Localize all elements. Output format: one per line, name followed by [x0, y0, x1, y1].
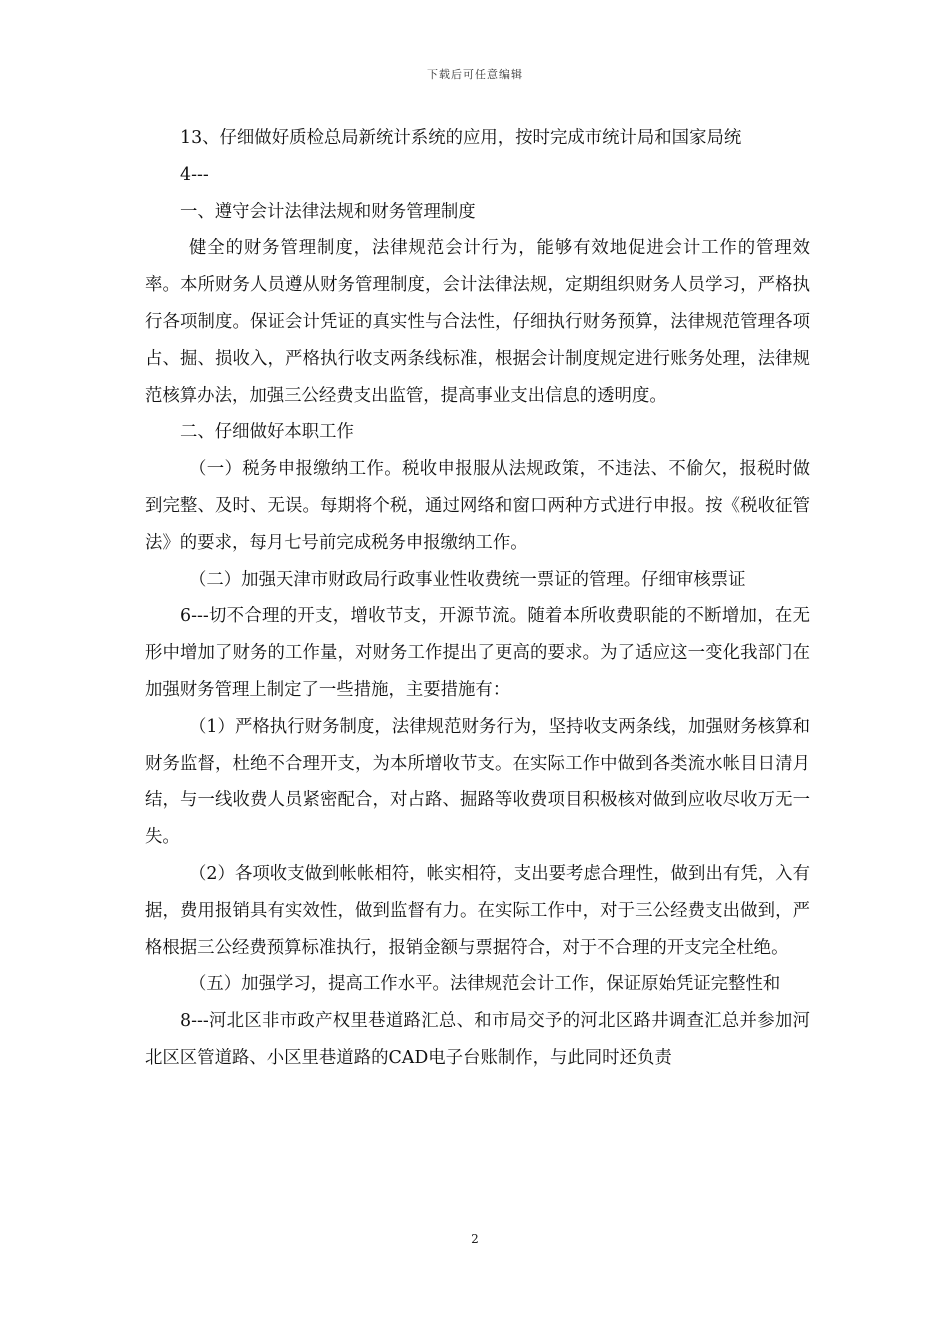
paragraph-tax-filing: （一）税务申报缴纳工作。税收申报服从法规政策，不违法、不偷欠，报税时做到完整、及时、无误。每期将个税，通过网络和窗口两种方式进行申报。按《税收征管法》的要求，每月七号前完成税务申报缴纳工作。	[145, 459, 810, 553]
paragraph-item-13: 13、仔细做好质检总局新统计系统的应用，按时完成市统计局和国家局统	[180, 128, 742, 148]
page-header: 下载后可任意编辑	[427, 68, 523, 81]
paragraph-measure-2: （2）各项收支做到帐帐相符，帐实相符，支出要考虑合理性，做到出有凭，入有据，费用报销具有实效性，做到监督有力。在实际工作中，对于三公经费支出做到，严格根据三公经费预算标准执行，报销金额与票据符合，对于不合理的开支完全杜绝。	[145, 863, 810, 958]
paragraph-road-survey: 8---河北区非市政产权里巷道路汇总、和市局交予的河北区路井调查汇总并参加河北区区管道路、小区里巷道路的CAD电子台账制作，与此同时还负责	[145, 1011, 810, 1068]
paragraph-finance-system: 健全的财务管理制度，法律规范会计行为，能够有效地促进会计工作的管理效率。本所财务人员遵从财务管理制度，会计法律法规，定期组织财务人员学习，严格执行各项制度。保证会计凭证的真实性与合法性，仔细执行财务预算，法律规范管理各项占、掘、损收入，严格执行收支两条线标准，根据会计制度规定进行账务处理，法律规范核算办法，加强三公经费支出监管，提高事业支出信息的透明度。	[145, 238, 810, 406]
paragraph-study: （五）加强学习，提高工作水平。法律规范会计工作，保证原始凭证完整性和	[189, 974, 781, 995]
paragraph-cost-control: 6---切不合理的开支，增收节支，开源节流。随着本所收费职能的不断增加，在无形中增加了财务的工作量，对财务工作提出了更高的要求。为了适应这一变化我部门在加强财务管理上制定了一些措施，主要措施有：	[145, 606, 810, 700]
heading-section-1: 一、遵守会计法律法规和财务管理制度	[180, 201, 476, 222]
section-marker-4: 4---	[180, 164, 209, 185]
paragraph-measure-1: （1）严格执行财务制度，法律规范财务行为，坚持收支两条线，加强财务核算和财务监督，杜绝不合理开支，为本所增收节支。在实际工作中做到各类流水帐目日清月结，与一线收费人员紧密配合，对占路、掘路等收费项目积极核对做到应收尽收万无一失。	[145, 716, 810, 848]
heading-section-2: 二、仔细做好本职工作	[180, 422, 354, 443]
paragraph-receipt-management: （二）加强天津市财政局行政事业性收费统一票证的管理。仔细审核票证	[189, 569, 746, 590]
page-number: 2	[471, 1232, 479, 1246]
document-body	[145, 120, 810, 1077]
